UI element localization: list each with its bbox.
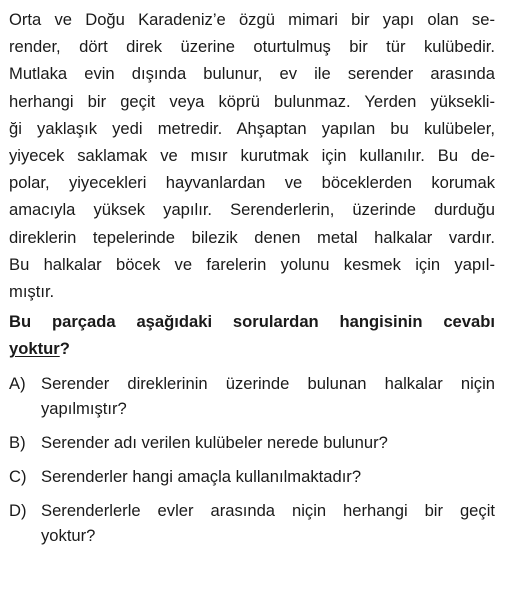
option-a[interactable]	[9, 371, 495, 421]
option-text	[41, 498, 495, 548]
reading-passage	[9, 6, 495, 305]
option-b[interactable]	[9, 430, 495, 455]
question-line: Bu parçada aşağıdaki sorulardan hangisinin cevabı	[9, 312, 495, 332]
passage-line: mıştır.	[9, 281, 55, 301]
passage-line: Mutlaka evin dışında bulunur, ev ile serender arasında	[9, 64, 495, 84]
passage-line: direklerin tepelerinde bilezik denen metal halkalar vardır.	[9, 227, 495, 247]
option-text	[41, 430, 495, 455]
question-page	[9, 6, 495, 557]
question-line	[9, 335, 495, 362]
option-letter: C)	[9, 467, 27, 487]
option-c[interactable]	[9, 464, 495, 489]
passage-line: polar, yiyecekleri hayvanlardan ve böceklerden korumak	[9, 173, 495, 193]
passage-line: render, dört direk üzerine oturtulmuş bir tür kulübedir.	[9, 37, 495, 57]
option-letter: D)	[9, 501, 27, 521]
option-text	[41, 371, 495, 421]
question-keyword: yoktur	[9, 339, 60, 359]
passage-line: ği yaklaşık yedi metredir. Ahşaptan yapılan bu kulübeler,	[9, 118, 495, 138]
option-letter: B)	[9, 433, 26, 453]
answer-options	[9, 371, 495, 548]
option-d[interactable]	[9, 498, 495, 548]
passage-line: amacıyla yüksek yapılır. Serenderlerin, üzerinde durduğu	[9, 200, 495, 220]
option-line: Serender adı verilen kulübeler nerede bulunur?	[41, 433, 388, 453]
passage-line: herhangi bir geçit veya köprü bulunmaz. Yerden yüksekli-	[9, 91, 495, 111]
option-line: yapılmıştır?	[41, 399, 127, 419]
option-line: Serender direklerinin üzerinde bulunan halkalar niçin	[41, 374, 495, 394]
question-mark: ?	[59, 339, 70, 359]
passage-line: yiyecek saklamak ve mısır kurutmak için kullanılır. Bu de-	[9, 145, 495, 165]
option-line: yoktur?	[41, 526, 96, 546]
option-letter: A)	[9, 374, 26, 394]
passage-line: Orta ve Doğu Karadeniz’e özgü mimari bir yapı olan se-	[9, 10, 495, 29]
option-text	[41, 464, 495, 489]
option-line: Serenderlerle evler arasında niçin herhangi bir geçit	[41, 501, 495, 521]
passage-line: Bu halkalar böcek ve farelerin yolunu kesmek için yapıl-	[9, 254, 495, 274]
option-line: Serenderler hangi amaçla kullanılmaktadır?	[41, 467, 362, 487]
question-stem	[9, 308, 495, 362]
